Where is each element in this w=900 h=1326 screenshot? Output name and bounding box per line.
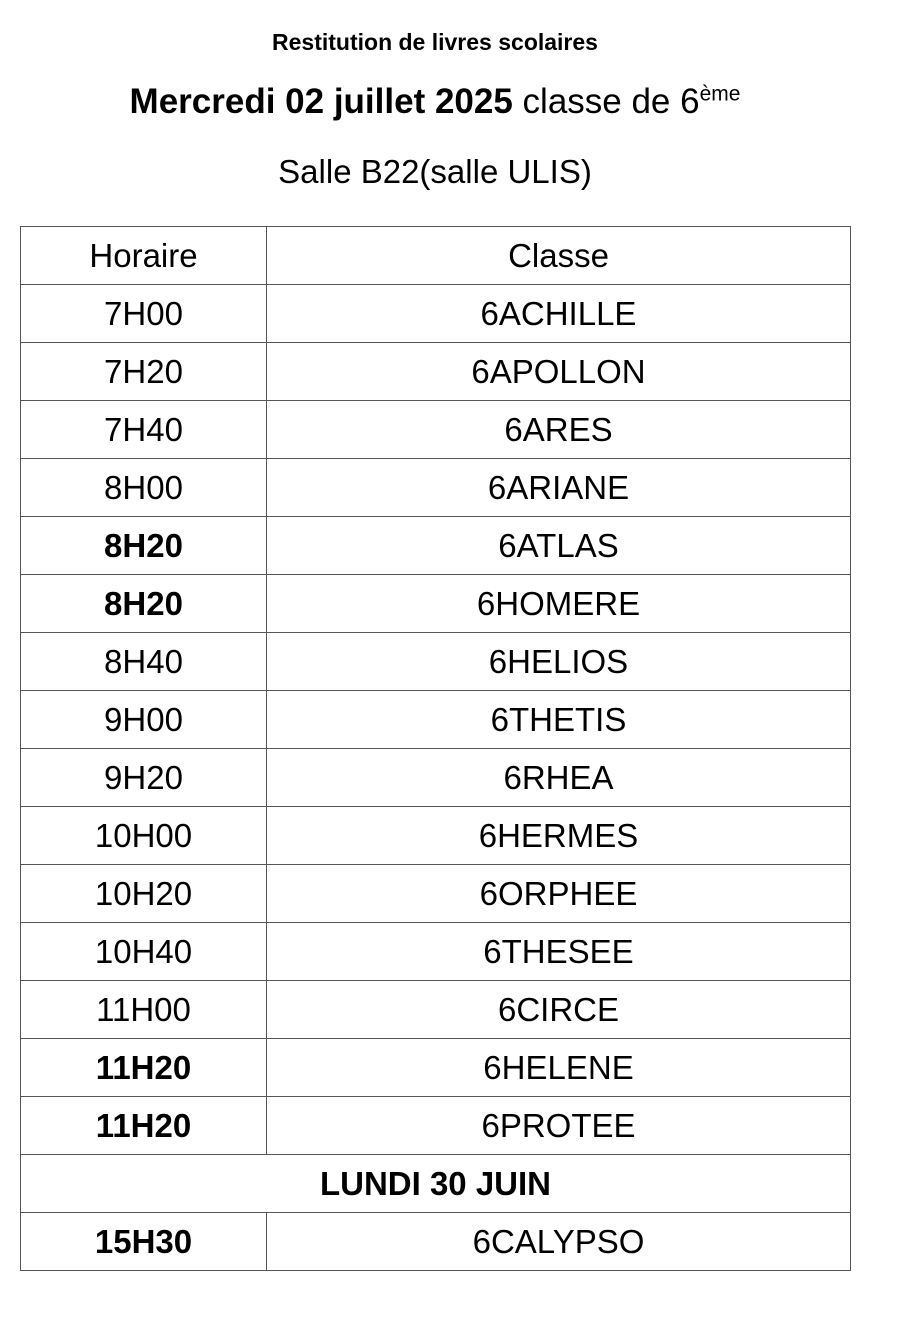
time-cell: 10H00 xyxy=(21,807,267,865)
class-cell: 6RHEA xyxy=(267,749,851,807)
table-row xyxy=(21,285,851,343)
time-cell: 7H00 xyxy=(21,285,267,343)
section-label: LUNDI 30 JUIN xyxy=(21,1155,851,1213)
table-row xyxy=(21,575,851,633)
table-row xyxy=(21,981,851,1039)
class-cell: 6ARES xyxy=(267,401,851,459)
column-header-time: Horaire xyxy=(21,227,267,285)
class-cell: 6APOLLON xyxy=(267,343,851,401)
time-cell: 8H00 xyxy=(21,459,267,517)
date-text: Mercredi 02 juillet 2025 xyxy=(129,82,513,121)
time-cell: 10H20 xyxy=(21,865,267,923)
class-cell: 6ACHILLE xyxy=(267,285,851,343)
table-row xyxy=(21,343,851,401)
class-cell: 6HOMERE xyxy=(267,575,851,633)
time-cell: 9H00 xyxy=(21,691,267,749)
column-header-class: Classe xyxy=(267,227,851,285)
table-row xyxy=(21,691,851,749)
class-cell: 6ATLAS xyxy=(267,517,851,575)
table-row xyxy=(21,633,851,691)
class-cell: 6THESEE xyxy=(267,923,851,981)
time-cell: 8H40 xyxy=(21,633,267,691)
class-cell: 6THETIS xyxy=(267,691,851,749)
class-level-text: classe de 6 xyxy=(512,82,700,121)
class-cell: 6CIRCE xyxy=(267,981,851,1039)
class-cell: 6PROTEE xyxy=(267,1097,851,1155)
table-row xyxy=(21,459,851,517)
room-line: Salle B22(salle ULIS) xyxy=(278,153,592,190)
class-level-superscript: ème xyxy=(699,82,741,106)
time-cell: 10H40 xyxy=(21,923,267,981)
time-cell: 8H20 xyxy=(21,575,267,633)
schedule-table xyxy=(20,226,851,1271)
table-row xyxy=(21,1213,851,1271)
table-row xyxy=(21,749,851,807)
class-cell: 6CALYPSO xyxy=(267,1213,851,1271)
time-cell: 11H20 xyxy=(21,1039,267,1097)
table-row xyxy=(21,865,851,923)
class-cell: 6HELIOS xyxy=(267,633,851,691)
time-cell: 11H00 xyxy=(21,981,267,1039)
time-cell: 9H20 xyxy=(21,749,267,807)
time-cell: 15H30 xyxy=(21,1213,267,1271)
table-row xyxy=(21,1097,851,1155)
time-cell: 7H40 xyxy=(21,401,267,459)
table-row xyxy=(21,401,851,459)
document-date-line xyxy=(0,78,870,126)
time-cell: 8H20 xyxy=(21,517,267,575)
table-row xyxy=(21,517,851,575)
class-cell: 6HERMES xyxy=(267,807,851,865)
table-row xyxy=(21,1039,851,1097)
time-cell: 7H20 xyxy=(21,343,267,401)
table-row xyxy=(21,807,851,865)
class-cell: 6ORPHEE xyxy=(267,865,851,923)
section-row xyxy=(21,1155,851,1213)
table-row xyxy=(21,923,851,981)
time-cell: 11H20 xyxy=(21,1097,267,1155)
class-cell: 6HELENE xyxy=(267,1039,851,1097)
table-header-row xyxy=(21,227,851,285)
document-title: Restitution de livres scolaires xyxy=(272,29,598,55)
class-cell: 6ARIANE xyxy=(267,459,851,517)
